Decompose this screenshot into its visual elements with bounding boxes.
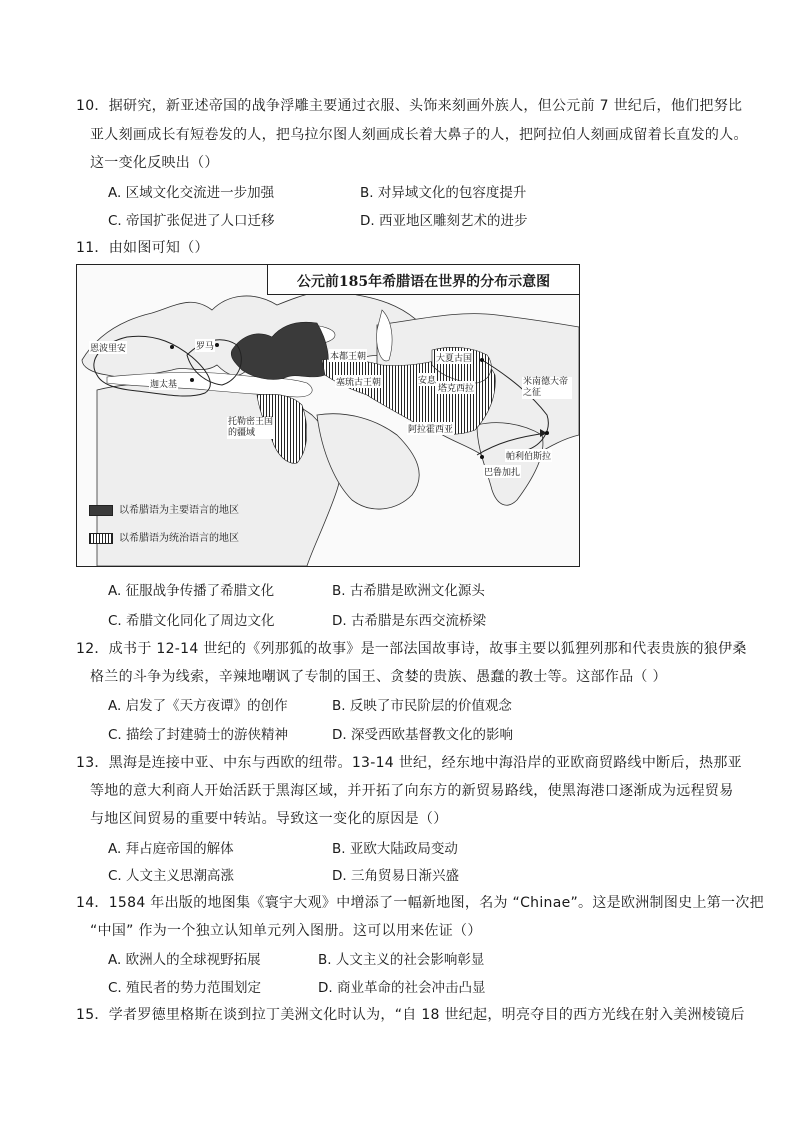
legend-hatch-label: 以希腊语为统治语言的地区 xyxy=(119,533,239,544)
greek-distribution-map xyxy=(76,264,580,567)
q11-option-c: C. 希腊文化同化了周边文化 xyxy=(108,613,275,629)
q14-option-b: B. 人文主义的社会影响彰显 xyxy=(318,952,485,968)
q11-option-d: D. 古希腊是东西交流桥梁 xyxy=(332,613,486,629)
legend-hatch-swatch xyxy=(89,533,113,544)
legend-dark-swatch xyxy=(89,505,113,516)
q13-option-b: B. 亚欧大陆政局变动 xyxy=(332,841,458,857)
city-dot-3 xyxy=(480,455,484,459)
label-barygaza: 巴鲁加扎 xyxy=(483,465,521,478)
label-rome: 罗马 xyxy=(195,339,215,352)
q12-option-c: C. 描绘了封建骑士的游侠精神 xyxy=(108,727,289,743)
q12-option-b: B. 反映了市民阶层的价值观念 xyxy=(332,698,512,714)
q13-option-c: C. 人文主义思潮高涨 xyxy=(108,868,235,884)
q14-option-c: C. 殖民者的势力范围划定 xyxy=(108,980,262,996)
q10-line-2: 亚人刻画成长有短卷发的人，把乌拉尔图人刻画成长着大鼻子的人，把阿拉伯人刻画成留着长直发的人。 xyxy=(90,127,748,143)
q14-option-a: A. 欧洲人的全球视野拓展 xyxy=(108,952,261,968)
label-palibothra: 帕利伯斯拉 xyxy=(505,449,552,462)
q11-stem: 11．由如图可知（） xyxy=(76,240,209,256)
legend-dark-label: 以希腊语为主要语言的地区 xyxy=(119,505,239,516)
city-dot-2 xyxy=(545,431,549,435)
map-title-box xyxy=(267,265,579,295)
city-dot-1 xyxy=(480,358,484,362)
q13-line-2: 等地的意大利商人开始活跃于黑海区域，并开拓了向东方的新贸易路线，使黑海港口逐渐成为远程贸易 xyxy=(90,783,734,799)
label-iberia: 恩波里安 xyxy=(89,341,127,354)
q13-line-3: 与地区间贸易的重要中转站。导致这一变化的原因是（） xyxy=(90,811,448,827)
q14-line-2: “中国” 作为一个独立认知单元列入图册。这可以用来佐证（） xyxy=(90,923,482,939)
map-graphic xyxy=(77,265,579,566)
q13-option-a: A. 拜占庭帝国的解体 xyxy=(108,841,234,857)
label-seleucid: 塞琉古王朝 xyxy=(335,375,382,388)
q13-line-1: 13．黑海是连接中亚、中东与西欧的纽带。13-14 世纪，经东地中海沿岸的亚欧商贸路线中断后，热那亚 xyxy=(76,755,742,771)
q10-option-d: D. 西亚地区雕刻艺术的进步 xyxy=(360,213,528,229)
city-dot-5 xyxy=(215,343,219,347)
q12-option-a: A. 启发了《天方夜谭》的创作 xyxy=(108,698,288,714)
q10-option-a: A. 区域文化交流进一步加强 xyxy=(108,185,275,201)
q11-option-b: B. 古希腊是欧洲文化源头 xyxy=(332,583,485,599)
label-anxi: 安息 xyxy=(417,373,437,386)
q13-option-d: D. 三角贸易日渐兴盛 xyxy=(332,868,459,884)
q10-line-3: 这一变化反映出（） xyxy=(90,155,219,171)
map-title: 公元前185年希腊语在世界的分布示意图 xyxy=(296,274,551,290)
label-daxia: 大夏古国 xyxy=(435,351,473,364)
label-bactria: 塔克西拉 xyxy=(437,381,475,394)
q14-option-d: D. 商业革命的社会冲击凸显 xyxy=(318,980,486,996)
q10-line-1: 10．据研究，新亚述帝国的战争浮雕主要通过衣服、头饰来刻画外族人，但公元前 7 世纪后，他们把努比 xyxy=(76,98,743,114)
q12-line-1: 12．成书于 12-14 世纪的《列那狐的故事》是一部法国故事诗，故事主要以狐狸列那和代表贵族的狼伊桑 xyxy=(76,641,747,657)
q14-line-1: 14．1584 年出版的地图集《寰宇大观》中增添了一幅新地图，名为 “Chinae”。这是欧洲制图史上第一次把 xyxy=(76,895,764,911)
label-menander: 米南德大帝之征 xyxy=(522,377,572,399)
q15-line-1: 15．学者罗德里格斯在谈到拉丁美洲文化时认为，“自 18 世纪起，明亮夺目的西方光线在射入美洲棱镜后 xyxy=(76,1007,745,1023)
legend-dark xyxy=(89,501,239,516)
label-carthage: 迦太基 xyxy=(149,377,178,390)
label-ptolemy: 托勒密王国的疆域 xyxy=(228,417,274,438)
legend-hatch xyxy=(89,529,239,544)
q10-option-b: B. 对异域文化的包容度提升 xyxy=(360,185,527,201)
q10-option-c: C. 帝国扩张促进了人口迁移 xyxy=(108,213,275,229)
city-dot-4 xyxy=(170,345,174,349)
label-pontus: 本都王朝 xyxy=(329,349,367,362)
q12-option-d: D. 深受西欧基督教文化的影响 xyxy=(332,727,513,743)
city-dot-6 xyxy=(190,378,194,382)
q11-option-a: A. 征服战争传播了希腊文化 xyxy=(108,583,275,599)
label-arachosia: 阿拉霍西亚 xyxy=(407,422,454,435)
q12-line-2: 格兰的斗争为线索，辛辣地嘲讽了专制的国王、贪婪的贵族、愚蠢的教士等。这部作品（ ） xyxy=(90,669,667,685)
